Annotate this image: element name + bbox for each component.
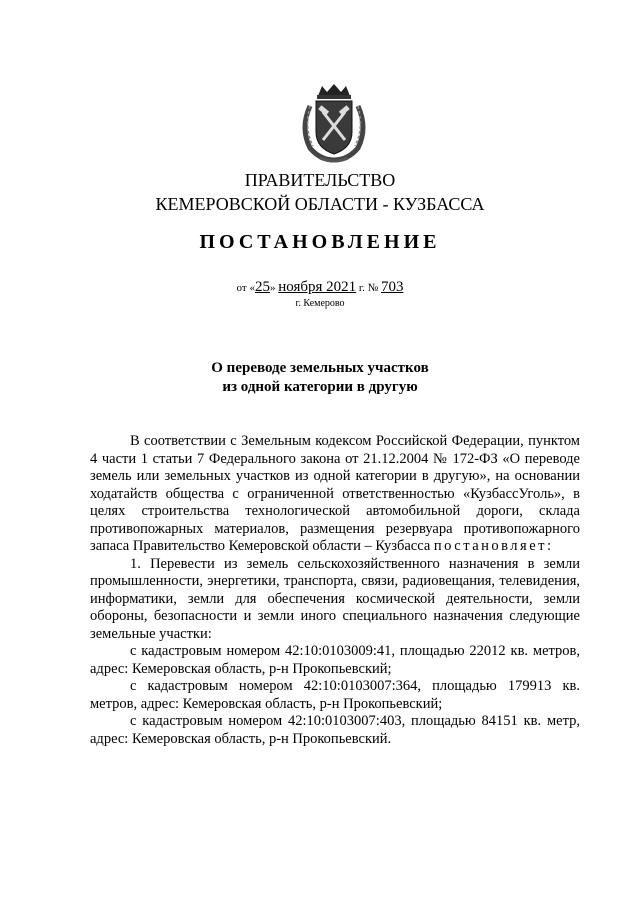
document-number: 703 <box>380 279 404 295</box>
date-day: 25 <box>254 279 270 295</box>
year-suffix: г. № <box>356 282 379 294</box>
organization-name-line2: КЕМЕРОВСКОЙ ОБЛАСТИ - КУЗБАССА <box>155 194 485 214</box>
document-body <box>90 433 580 748</box>
document-date-number <box>0 279 640 296</box>
date-day-close: » <box>269 282 276 294</box>
document-title <box>0 359 640 397</box>
date-month-year: ноября 2021 <box>278 279 357 295</box>
paragraph-item-1: 1. Перевести из земель сельскохозяйственного назначения в земли промышленности, энергетики, транспорта, связи, радиовещания, телевидения, информатики, земли для обеспечения космической деятельности, земли обороны, безопасности и земли иного специального назначения следующие земельные участки: <box>90 555 580 642</box>
title-line1: О переводе земельных участков <box>211 360 429 376</box>
title-line2: из одной категории в другую <box>222 379 418 395</box>
coat-of-arms-icon <box>296 82 372 164</box>
land-plot-1: с кадастровым номером 42:10:0103009:41, площадью 22012 кв. метров, адрес: Кемеровская область, р-н Прокопьевский; <box>90 643 580 677</box>
date-prefix: от « <box>236 282 255 294</box>
paragraph-preamble <box>90 433 580 556</box>
organization-name-line1: ПРАВИТЕЛЬСТВО <box>244 170 396 190</box>
preamble-text: В соответствии с Земельным кодексом Российской Федерации, пунктом 4 части 1 статьи 7 Федерального закона от 21.12.2004 № 172-ФЗ «О переводе земель или земельных участков из одной категории в другую», на основании ходатайств общества с ограниченной ответственностью «КузбассУголь», в целях строительства технологической автомобильной дороги, склада противопожарных материалов, размещения резервуара противопожарного запаса Правительство Кемеровской области – Кузбасса <box>90 433 580 554</box>
land-plot-3: с кадастровым номером 42:10:0103007:403, площадью 84151 кв. метр, адрес: Кемеровская область, р-н Прокопьевский. <box>90 713 580 747</box>
document-type: ПОСТАНОВЛЕНИЕ <box>199 231 441 253</box>
land-plot-2: с кадастровым номером 42:10:0103007:364, площадью 179913 кв. метров, адрес: Кемеровская область, р-н Прокопьевский; <box>90 678 580 712</box>
decree-word: постановляет: <box>433 538 554 554</box>
city: г. Кемерово <box>295 298 345 309</box>
